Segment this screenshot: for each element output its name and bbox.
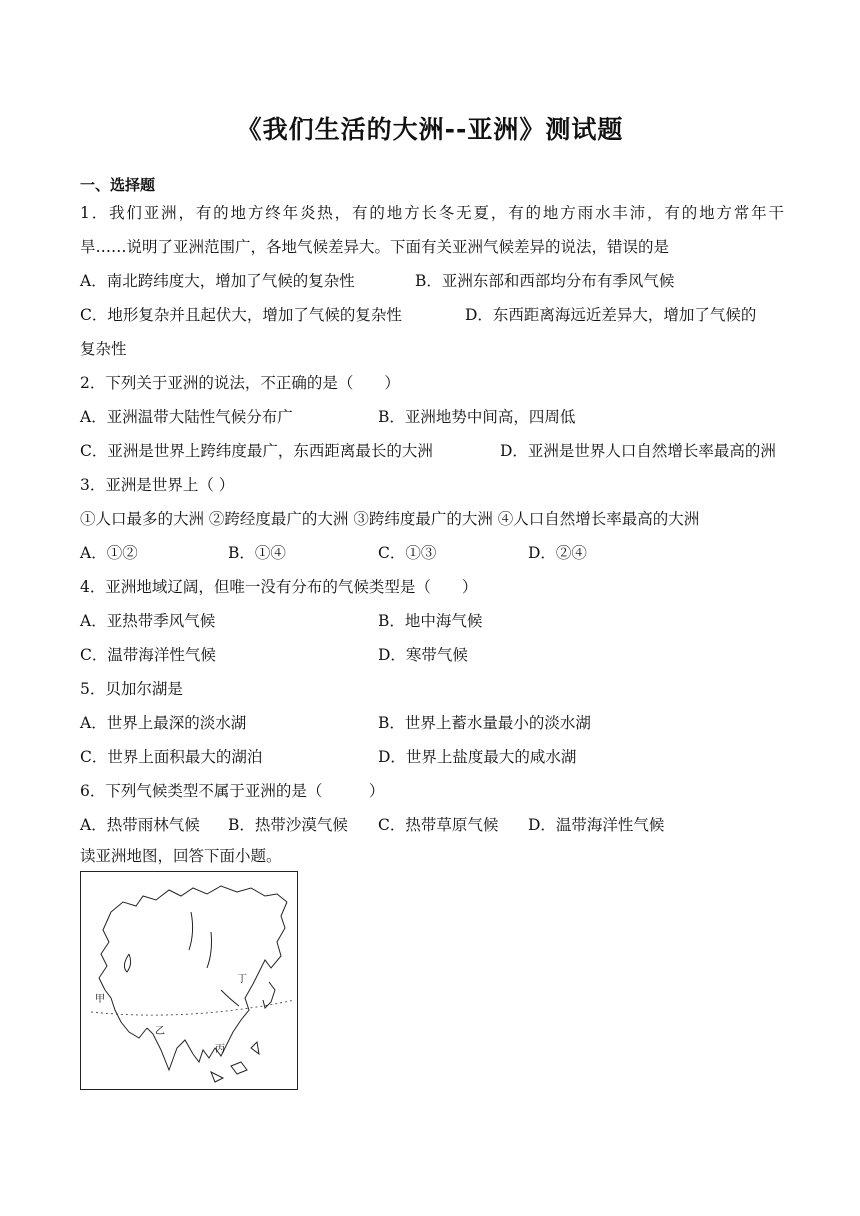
map-intro: 读亚洲地图，回答下面小题。 [80,847,282,865]
q1-option-d-cont: 复杂性 [80,340,127,358]
map-label-jia: 甲 [95,994,105,1005]
q4-option-a: A．亚热带季风气候 [80,612,216,630]
q3-option-a: A．①② [80,544,138,562]
q6-option-c: C．热带草原气候 [378,816,499,834]
q1-stem-line-1: 1．我们亚洲，有的地方终年炎热，有的地方长冬无夏，有的地方雨水丰沛，有的地方常年干 [80,204,784,222]
q5-option-a: A．世界上最深的淡水湖 [80,714,247,732]
q6-stem: 6．下列气候类型不属于亚洲的是（ ） [80,782,385,800]
q2-option-d: D．亚洲是世界人口自然增长率最高的洲 [500,442,776,460]
q6-option-d: D．温带海洋性气候 [528,816,665,834]
asia-map-figure [80,871,298,1090]
q2-option-b: B．亚洲地势中间高，四周低 [378,408,576,426]
q4-stem: 4．亚洲地域辽阔，但唯一没有分布的气候类型是（ ） [80,578,478,596]
q3-option-d: D．②④ [528,544,587,562]
q6-option-b: B．热带沙漠气候 [228,816,348,834]
q1-option-d: D．东西距离海远近差异大，增加了气候的 [465,306,757,324]
map-label-yi: 乙 [155,1026,165,1037]
q4-option-b: B．地中海气候 [378,612,483,630]
q4-option-d: D．寒带气候 [378,646,468,664]
q5-option-c: C．世界上面积最大的湖泊 [80,748,263,766]
q4-option-c: C．温带海洋性气候 [80,646,216,664]
map-label-ding: 丁 [237,974,247,985]
q3-items: ①人口最多的大洲 ②跨经度最广的大洲 ③跨纬度最广的大洲 ④人口自然增长率最高的大洲 [80,510,700,528]
page-title: 《我们生活的大洲--亚洲》测试题 [236,115,624,144]
q2-option-c: C．亚洲是世界上跨纬度最广，东西距离最长的大洲 [80,442,433,460]
q3-stem: 3．亚洲是世界上（ ） [80,476,235,494]
q1-option-a: A．南北跨纬度大，增加了气候的复杂性 [80,272,355,290]
q1-option-b: B．亚洲东部和西部均分布有季风气候 [415,272,675,290]
asia-map-icon [81,872,297,1088]
q6-option-a: A．热带雨林气候 [80,816,200,834]
q3-option-c: C．①③ [378,544,437,562]
q2-stem: 2．下列关于亚洲的说法，不正确的是（ ） [80,374,400,392]
section-heading: 一、选择题 [80,176,156,194]
q3-option-b: B．①④ [228,544,286,562]
q5-stem: 5．贝加尔湖是 [80,680,183,698]
q2-option-a: A．亚洲温带大陆性气候分布广 [80,408,293,426]
q5-option-d: D．世界上盐度最大的咸水湖 [378,748,577,766]
q1-stem-line-2: 旱……说明了亚洲范围广，各地气候差异大。下面有关亚洲气候差异的说法，错误的是 [80,238,670,256]
map-label-bing: 丙 [215,1044,225,1055]
q1-option-c: C．地形复杂并且起伏大，增加了气候的复杂性 [80,306,402,324]
q5-option-b: B．世界上蓄水量最小的淡水湖 [378,714,591,732]
